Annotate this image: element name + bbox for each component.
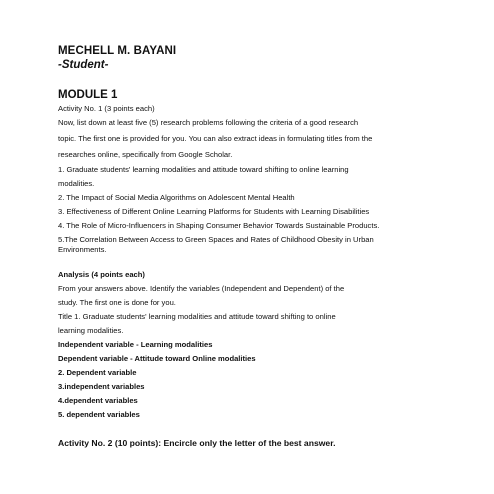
author-name: MECHELL M. BAYANI	[58, 45, 177, 57]
research-problem-item: 4. The Role of Micro-Influencers in Shaping Consumer Behavior Towards Sustainable Products.	[58, 221, 380, 230]
activity1-instruction-line: Now, list down at least five (5) research problems following the criteria of a good research	[58, 118, 359, 127]
activity2-title: Activity No. 2 (10 points): Encircle only the letter of the best answer.	[58, 438, 336, 448]
variable-line: 3.independent variables	[58, 382, 145, 391]
variable-line: Dependent variable - Attitude toward Online modalities	[58, 354, 256, 363]
activity1-title: Activity No. 1 (3 points each)	[58, 104, 155, 113]
research-problem-item: modalities.	[58, 179, 95, 188]
research-problem-item: 1. Graduate students' learning modalities and attitude toward shifting to online learning	[58, 165, 349, 174]
variable-line: 5. dependent variables	[58, 410, 140, 419]
variable-line: 2. Dependent variable	[58, 368, 137, 377]
activity1-instruction-line: researches online, specifically from Google Scholar.	[58, 150, 233, 159]
variable-line: Independent variable - Learning modalities	[58, 340, 213, 349]
research-problem-item: 3. Effectiveness of Different Online Learning Platforms for Students with Learning Disabilities	[58, 207, 370, 216]
title1-line: Title 1. Graduate students' learning modalities and attitude toward shifting to online	[58, 312, 336, 321]
analysis-instruction-line: From your answers above. Identify the variables (Independent and Dependent) of the	[58, 284, 345, 293]
activity1-instruction-line: topic. The first one is provided for you. You can also extract ideas in formulating titles from the	[58, 134, 373, 143]
analysis-title: Analysis (4 points each)	[58, 270, 145, 279]
research-problem-item: 5.The Correlation Between Access to Green Spaces and Rates of Childhood Obesity in Urban Environments.	[58, 235, 374, 254]
module-title: MODULE 1	[58, 89, 118, 101]
author-role: -Student-	[58, 59, 109, 71]
variable-line: 4.dependent variables	[58, 396, 138, 405]
analysis-instruction-line: study. The first one is done for you.	[58, 298, 176, 307]
title1-line: learning modalities.	[58, 326, 124, 335]
research-problem-item: 2. The Impact of Social Media Algorithms on Adolescent Mental Health	[58, 193, 295, 202]
